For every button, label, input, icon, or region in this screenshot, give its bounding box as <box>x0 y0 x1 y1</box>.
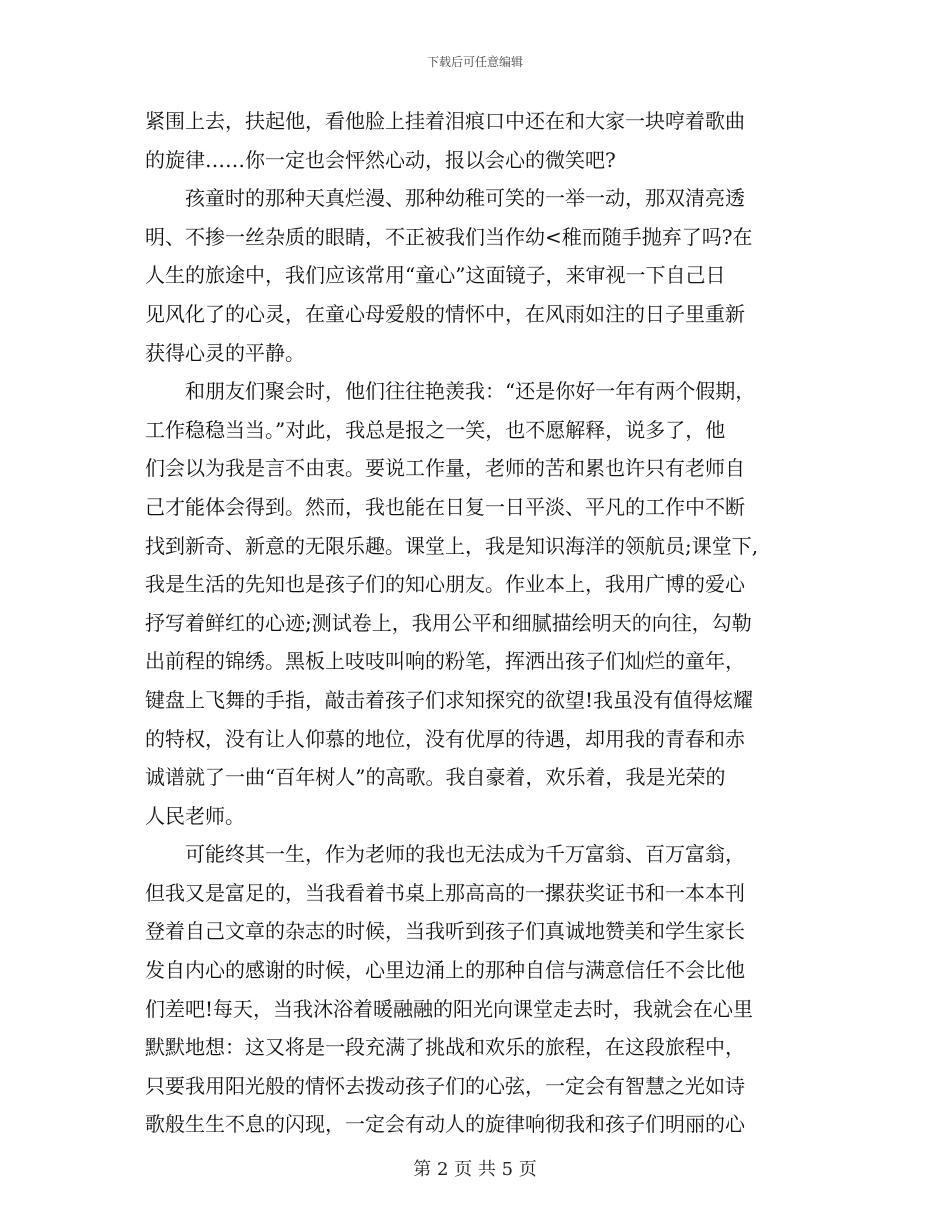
text-line: 见风化了的心灵，在童心母爱般的情怀中，在风雨如注的日子里重新 <box>145 301 745 326</box>
text-line: 的特权，没有让人仰慕的地位，没有优厚的待遇，却用我的青春和赤 <box>145 726 745 751</box>
text-line: 获得心灵的平静。 <box>145 340 305 365</box>
text-line: 发自内心的感谢的时候，心里边涌上的那种自信与满意信任不会比他 <box>145 958 745 983</box>
text-line: 默默地想：这又将是一段充满了挑战和欢乐的旅程，在这段旅程中， <box>145 1035 745 1060</box>
text-line: 和朋友们聚会时，他们往往艳羡我：“还是你好一年有两个假期， <box>185 379 756 404</box>
text-line: 人民老师。 <box>145 803 245 828</box>
page-header: 下载后可任意编辑 <box>426 55 523 69</box>
text-line: 人生的旅途中，我们应该常用“童心”这面镜子，来审视一下自己日 <box>145 263 726 288</box>
text-line: 但我又是富足的，当我看着书桌上那高高的一摞获奖证书和一本本刊 <box>145 880 745 905</box>
text-line: 们会以为我是言不由衷。要说工作量，老师的苦和累也许只有老师自 <box>145 456 745 481</box>
text-line: 只要我用阳光般的情怀去拨动孩子们的心弦，一定会有智慧之光如诗 <box>145 1073 745 1098</box>
document-body <box>145 102 810 1144</box>
text-line: 孩童时的那种天真烂漫、那种幼稚可笑的一举一动，那双清亮透 <box>185 186 745 211</box>
text-line: 抒写着鲜红的心迹;测试卷上，我用公平和细腻描绘明天的向往，勾勒 <box>145 610 752 635</box>
text-line: 工作稳稳当当。”对此，我总是报之一笑，也不愿解释，说多了，他 <box>145 417 726 442</box>
text-line: 们差吧!每天，当我沐浴着暖融融的阳光向课堂走去时，我就会在心里 <box>145 996 754 1021</box>
text-line: 紧围上去，扶起他，看他脸上挂着泪痕口中还在和大家一块哼着歌曲 <box>145 109 745 133</box>
text-line: 出前程的锦绣。黑板上吱吱叫响的粉笔，挥洒出孩子们灿烂的童年， <box>145 649 745 674</box>
text-line: 己才能体会得到。然而，我也能在日复一日平淡、平凡的工作中不断 <box>145 494 745 519</box>
text-line: 登着自己文章的杂志的时候，当我听到孩子们真诚地赞美和学生家长 <box>145 919 745 944</box>
text-line: 歌般生生不息的闪现，一定会有动人的旋律响彻我和孩子们明丽的心 <box>145 1112 745 1137</box>
text-line: 明、不掺一丝杂质的眼睛，不正被我们当作幼<稚而随手抛弃了吗?在 <box>145 224 753 249</box>
text-line: 诚谱就了一曲“百年树人”的高歌。我自豪着，欢乐着，我是光荣的 <box>145 765 726 790</box>
text-line: 的旋律……你一定也会怦然心动，报以会心的微笑吧? <box>145 147 616 172</box>
text-line: 我是生活的先知也是孩子们的知心朋友。作业本上，我用广博的爱心 <box>145 572 745 597</box>
text-line: 找到新奇、新意的无限乐趣。课堂上，我是知识海洋的领航员;课堂下, <box>145 533 759 558</box>
text-line: 键盘上飞舞的手指，敲击着孩子们求知探究的欲望!我虽没有值得炫耀 <box>145 687 754 712</box>
text-line: 可能终其一生，作为老师的我也无法成为千万富翁、百万富翁， <box>185 842 745 867</box>
page-footer: 第 2 页 共 5 页 <box>413 1159 537 1180</box>
